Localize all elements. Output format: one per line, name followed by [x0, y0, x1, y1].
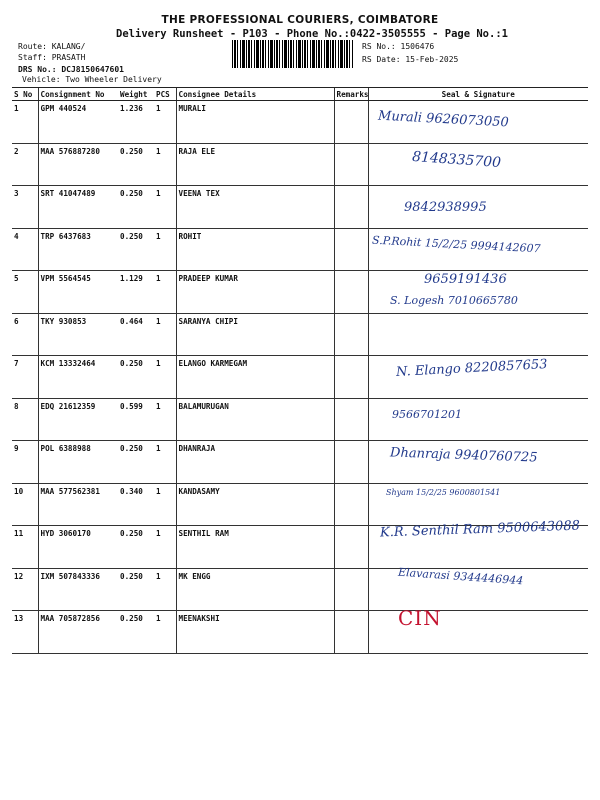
signature-12: Elavarasi 9344446944 — [397, 565, 524, 588]
signature-10: Shyam 15/2/25 9600801541 — [386, 488, 501, 497]
row-pcs: 1 — [154, 186, 176, 229]
row-pcs: 1 — [154, 101, 176, 144]
signature-3: 9842938995 — [404, 200, 487, 215]
signature-7: N. Elango 8220857653 — [395, 357, 548, 380]
row-consignment: TRP 6437683 — [38, 228, 118, 271]
row-weight: 1.236 — [118, 101, 154, 144]
col-weight: Weight — [118, 88, 154, 101]
row-sno: 12 — [12, 568, 38, 611]
row-consignment: KCM 13332464 — [38, 356, 118, 399]
table-header-row — [12, 88, 588, 101]
route-label: Route: KALANG/ — [18, 42, 86, 51]
row-consignment: POL 6388988 — [38, 441, 118, 484]
row-weight: 0.250 — [118, 568, 154, 611]
row-weight: 0.250 — [118, 143, 154, 186]
row-pcs: 1 — [154, 228, 176, 271]
col-pcs: PCS — [154, 88, 176, 101]
signature-8: 9566701201 — [392, 408, 462, 421]
rs-number: RS No.: 1506476 — [362, 42, 435, 51]
signature-1: Murali 9626073050 — [377, 108, 510, 131]
row-remarks — [334, 441, 368, 484]
signature-2: 8148335700 — [411, 148, 502, 172]
row-pcs: 1 — [154, 313, 176, 356]
rs-date: RS Date: 15-Feb-2025 — [362, 55, 459, 64]
table-row — [12, 313, 588, 356]
row-sno: 7 — [12, 356, 38, 399]
company-title: THE PROFESSIONAL COURIERS, COIMBATORE — [161, 14, 439, 26]
row-sno: 8 — [12, 398, 38, 441]
row-consignment: GPM 440524 — [38, 101, 118, 144]
row-consignee: PRADEEP KUMAR — [176, 271, 334, 314]
row-sno: 11 — [12, 526, 38, 569]
row-consignment: MAA 576887280 — [38, 143, 118, 186]
row-weight: 0.250 — [118, 441, 154, 484]
row-pcs: 1 — [154, 398, 176, 441]
row-consignment: IXM 507843336 — [38, 568, 118, 611]
row-remarks — [334, 186, 368, 229]
row-weight: 0.250 — [118, 526, 154, 569]
signature-6: S. Logesh 7010665780 — [390, 294, 518, 307]
row-weight: 0.464 — [118, 313, 154, 356]
row-sno: 1 — [12, 101, 38, 144]
signature-11: K.R. Senthil Ram 9500643088 — [379, 518, 581, 541]
row-remarks — [334, 568, 368, 611]
row-weight: 1.129 — [118, 271, 154, 314]
row-sno: 3 — [12, 186, 38, 229]
row-sno: 9 — [12, 441, 38, 484]
signature-4: S.P.Rohit 15/2/25 9994142607 — [371, 233, 541, 256]
row-sno: 6 — [12, 313, 38, 356]
row-pcs: 1 — [154, 441, 176, 484]
row-weight: 0.250 — [118, 228, 154, 271]
table-row — [12, 186, 588, 229]
row-remarks — [334, 483, 368, 526]
row-consignee: SENTHIL RAM — [176, 526, 334, 569]
row-pcs: 1 — [154, 143, 176, 186]
table-row — [12, 611, 588, 654]
row-pcs: 1 — [154, 483, 176, 526]
row-remarks — [334, 356, 368, 399]
col-consignment: Consignment No — [38, 88, 118, 101]
row-weight: 0.599 — [118, 398, 154, 441]
row-remarks — [334, 398, 368, 441]
row-sno: 2 — [12, 143, 38, 186]
row-consignment: SRT 41047489 — [38, 186, 118, 229]
row-consignee: MURALI — [176, 101, 334, 144]
row-sno: 13 — [12, 611, 38, 654]
col-sno: S No — [12, 88, 38, 101]
row-consignee: KANDASAMY — [176, 483, 334, 526]
row-consignment: VPM 5564545 — [38, 271, 118, 314]
table-row — [12, 143, 588, 186]
signature-9: Dhanraja 9940760725 — [389, 445, 538, 466]
row-consignment: TKY 930853 — [38, 313, 118, 356]
row-weight: 0.250 — [118, 611, 154, 654]
row-consignment: HYD 3060170 — [38, 526, 118, 569]
row-consignee: BALAMURUGAN — [176, 398, 334, 441]
row-consignee: ELANGO KARMEGAM — [176, 356, 334, 399]
row-consignee: SARANYA CHIPI — [176, 313, 334, 356]
row-consignee: ROHIT — [176, 228, 334, 271]
row-consignee: DHANRAJA — [176, 441, 334, 484]
table-row — [12, 398, 588, 441]
row-consignment: MAA 577562381 — [38, 483, 118, 526]
signature-5: 9659191436 — [424, 272, 507, 287]
signature-13: CIN — [398, 606, 442, 630]
col-signature: Seal & Signature — [368, 88, 588, 101]
row-pcs: 1 — [154, 568, 176, 611]
row-remarks — [334, 271, 368, 314]
row-remarks — [334, 526, 368, 569]
row-sno: 4 — [12, 228, 38, 271]
row-weight: 0.250 — [118, 356, 154, 399]
row-consignee: RAJA ELE — [176, 143, 334, 186]
row-consignee: MK ENGG — [176, 568, 334, 611]
row-weight: 0.250 — [118, 186, 154, 229]
drs-number: DRS No.: DCJ8150647601 — [18, 65, 124, 74]
row-pcs: 1 — [154, 271, 176, 314]
col-remarks: Remarks — [334, 88, 368, 101]
row-consignment: MAA 705872856 — [38, 611, 118, 654]
barcode — [232, 40, 354, 68]
row-consignment: EDQ 21612359 — [38, 398, 118, 441]
row-weight: 0.340 — [118, 483, 154, 526]
row-sno: 10 — [12, 483, 38, 526]
col-consignee: Consignee Details — [176, 88, 334, 101]
row-consignee: MEENAKSHI — [176, 611, 334, 654]
row-remarks — [334, 101, 368, 144]
runsheet-subtitle: Delivery Runsheet - P103 - Phone No.:0422-3505555 - Page No.:1 — [116, 28, 508, 40]
row-pcs: 1 — [154, 611, 176, 654]
row-pcs: 1 — [154, 526, 176, 569]
row-signature-cell — [368, 313, 588, 356]
row-remarks — [334, 228, 368, 271]
row-remarks — [334, 143, 368, 186]
row-remarks — [334, 611, 368, 654]
row-remarks — [334, 313, 368, 356]
row-sno: 5 — [12, 271, 38, 314]
staff-label: Staff: PRASATH — [18, 53, 86, 62]
row-consignee: VEENA TEX — [176, 186, 334, 229]
vehicle-label: Vehicle: Two Wheeler Delivery — [22, 75, 162, 84]
row-pcs: 1 — [154, 356, 176, 399]
